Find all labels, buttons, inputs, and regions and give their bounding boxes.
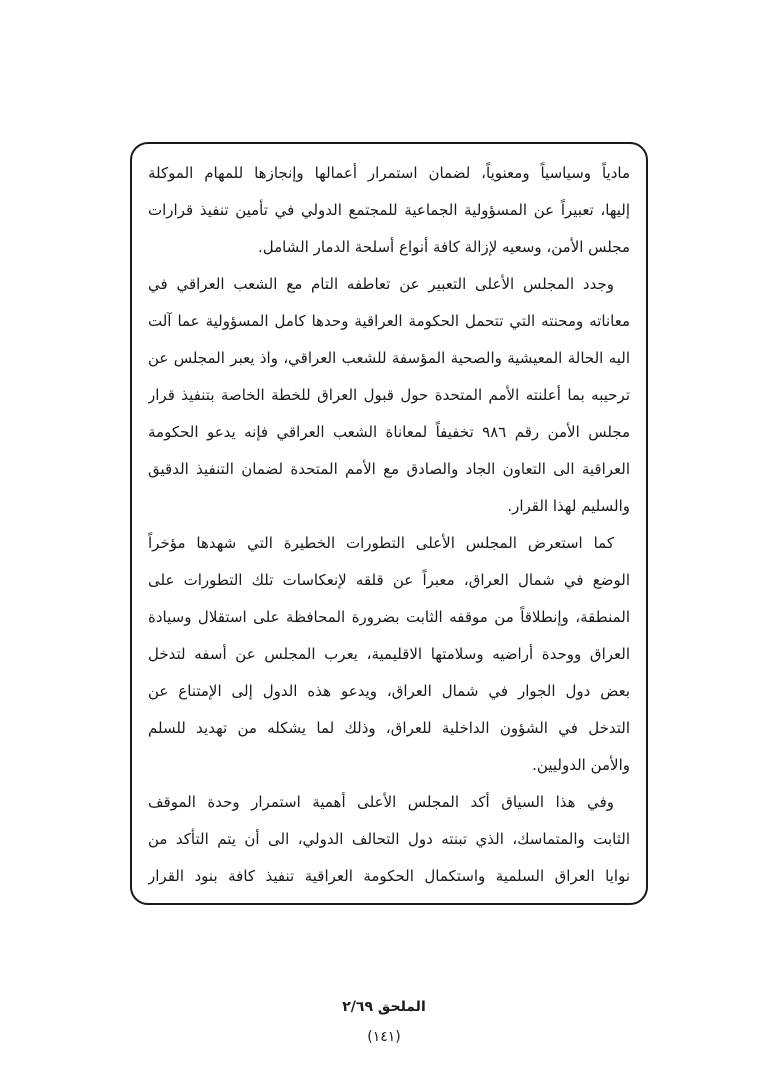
text-line: العراقية الى التعاون الجاد والصادق مع الأمم المتحدة لضمان التنفيذ الدقيق bbox=[148, 460, 630, 478]
paragraph bbox=[148, 784, 630, 895]
page-number: (١٤١) bbox=[367, 1029, 401, 1045]
text-line: إليها، تعبيراً عن المسؤولية الجماعية للمجتمع الدولي في تأمين تنفيذ قرارات bbox=[148, 201, 630, 219]
text-line: اليه الحالة المعيشية والصحية المؤسفة للشعب العراقي، واذ يعبر المجلس عن bbox=[148, 349, 630, 367]
paragraph bbox=[148, 155, 630, 266]
text-line: والسليم لهذا القرار. bbox=[507, 497, 630, 515]
appendix-label: الملحق ٢/٦٩ bbox=[342, 999, 426, 1015]
bordered-text-block bbox=[130, 142, 648, 905]
text-line: بعض دول الجوار في شمال العراق، ويدعو هذه الدول إلى الإمتناع عن bbox=[148, 682, 630, 700]
text-line: المنطقة، وإنطلاقاً من موقفه الثابت بضرورة المحافظة على استقلال وسيادة bbox=[148, 608, 630, 626]
text-line: معاناته ومحنته التي تتحمل الحكومة العراقية وحدها كامل المسؤولية عما آلت bbox=[148, 312, 630, 330]
text-line: مجلس الأمن، وسعيه لإزالة كافة أنواع أسلحة الدمار الشامل. bbox=[257, 238, 630, 256]
text-line: وجدد المجلس الأعلى التعبير عن تعاطفه التام مع الشعب العراقي في bbox=[148, 275, 614, 293]
text-line: مجلس الأمن رقم ٩٨٦ تخفيفاً لمعاناة الشعب العراقي فإنه يدعو الحكومة bbox=[148, 423, 630, 441]
text-line: الوضع في شمال العراق، معبراً عن قلقه لإنعكاسات تلك التطورات على bbox=[148, 571, 630, 589]
text-line: التدخل في الشؤون الداخلية للعراق، وذلك لما يشكله من تهديد للسلم bbox=[148, 719, 630, 737]
text-line: العراق ووحدة أراضيه وسلامتها الاقليمية، يعرب المجلس عن أسفه لتدخل bbox=[148, 645, 630, 663]
text-line: نوايا العراق السلمية واستكمال الحكومة العراقية تنفيذ كافة بنود القرار bbox=[148, 867, 630, 885]
text-line: والأمن الدوليين. bbox=[532, 756, 630, 774]
text-line: كما استعرض المجلس الأعلى التطورات الخطيرة التي شهدها مؤخراً bbox=[148, 534, 614, 552]
text-line: مادياً وسياسياً ومعنوياً، لضمان استمرار أعمالها وإنجازها للمهام الموكلة bbox=[148, 164, 630, 182]
text-line: ترحيبه بما أعلنته الأمم المتحدة حول قبول العراق للخطة الخاصة بتنفيذ قرار bbox=[148, 386, 630, 404]
paragraph bbox=[148, 266, 630, 525]
paragraph bbox=[148, 525, 630, 784]
text-line: وفي هذا السياق أكد المجلس الأعلى أهمية استمرار وحدة الموقف bbox=[148, 793, 614, 811]
text-line: الثابت والمتماسك، الذي تبنته دول التحالف الدولي، الى أن يتم التأكد من bbox=[148, 830, 630, 848]
